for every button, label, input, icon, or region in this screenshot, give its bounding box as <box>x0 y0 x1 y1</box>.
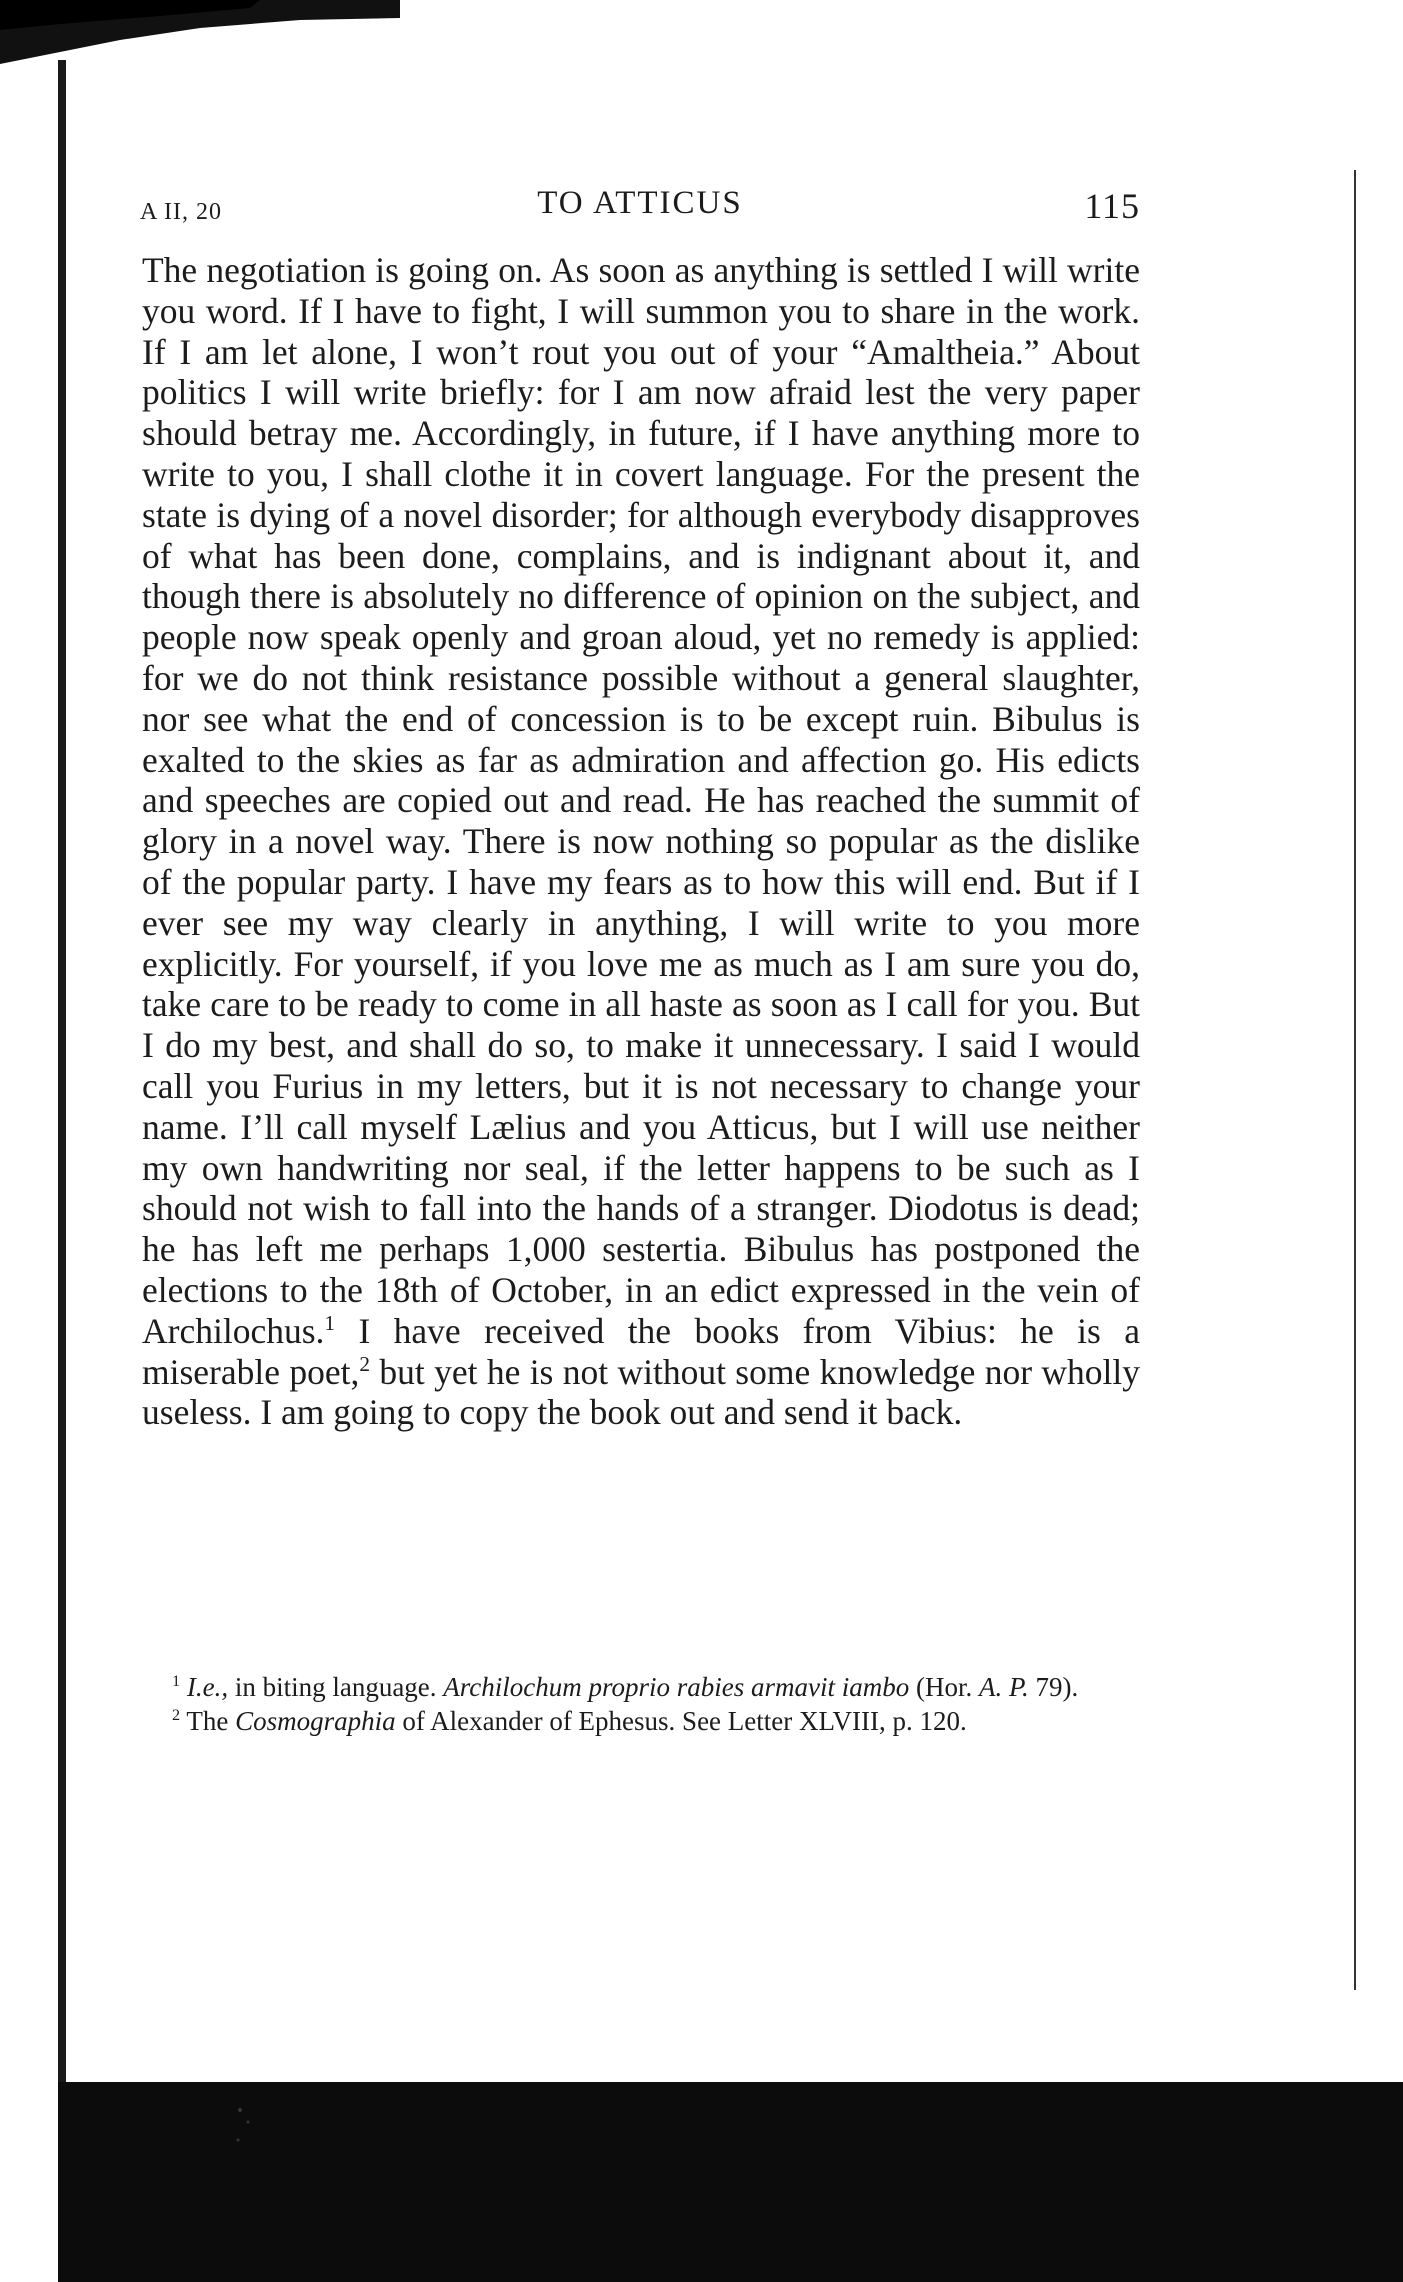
page-number: 115 <box>1084 186 1140 226</box>
body-text-part3: but yet he is not without some knowledge nor wholly useless. I am going to copy the book out and send it back. <box>142 1351 1140 1433</box>
body-text-part2: I have received the books from Vibius: he is a miserable poet, <box>142 1310 1140 1392</box>
footnote-quote: Archilochum proprio rabies armavit iambo <box>443 1672 910 1702</box>
footnote-2 <box>142 1706 1140 1736</box>
scan-left-edge <box>58 60 66 2090</box>
running-head <box>140 185 1140 235</box>
body-text-part1: The negotiation is going on. As soon as anything is settled I will write you word. If I have to fight, I will summon you to share in the work. If I am let alone, I won’t rout you out of your “Amaltheia.” About politics I will write briefly: for I am now afraid lest the very paper should betray me. Accordingly, in future, if I have anything more to write to you, I shall clothe it in covert language. For the present the state is dying of a novel disorder; for although everybody disapproves of what has been done, complains, and is indignant about it, and though there is absolutely no difference of opinion on the subject, and people now speak openly and groan aloud, yet no remedy is applied: for we do not think resistance possible without a general slaughter, nor see what the end of concession is to be except ruin. Bibulus is exalted to the skies as far as admiration and affection go. His edicts and speeches are copied out and read. He has reached the summit of glory in a novel way. There is now nothing so popular as the dislike of the popular party. I have my fears as to how this will end. But if I ever see my way clearly in anything, I will write to you more explicitly. For yourself, if you love me as much as I am sure you do, take care to be ready to come in all haste as soon as I call for you. But I do my best, and shall do so, to make it unnecessary. I said I would call you Furius in my letters, but it is not necessary to change your name. I’ll call myself Lælius and you Atticus, but I will use neither my own handwriting nor seal, if the letter happens to be such as I should not wish to fall into the hands of a stranger. Diodotus is dead; he has left me perhaps 1,000 sestertia. Bibulus has postponed the elections to the 18th of October, in an edict expressed in the vein of Archilochus. <box>142 250 1140 1351</box>
footnotes <box>142 1672 1140 1740</box>
footnote-italic: I.e., <box>186 1672 229 1702</box>
body-paragraph <box>142 250 1140 1433</box>
footnote-text: in biting language. <box>228 1672 444 1702</box>
footnote-text: of Alexander of Ephesus. See Letter XLVIII, p. 120. <box>395 1706 967 1736</box>
footnote-citation: A. P. <box>979 1672 1029 1702</box>
scan-right-edge <box>1354 170 1356 1990</box>
section-reference: A II, 20 <box>140 199 222 225</box>
footnote-ref-2: 2 <box>359 1351 371 1376</box>
letter-body <box>142 250 1140 1433</box>
scan-speck <box>230 2100 270 2160</box>
footnote-text: The <box>180 1706 236 1736</box>
page-title: TO ATTICUS <box>537 185 743 221</box>
footnote-marker: 1 <box>172 1672 181 1690</box>
footnote-text: 79). <box>1028 1672 1079 1702</box>
footnote-ref-1: 1 <box>324 1310 336 1335</box>
footnote-text: (Hor. <box>909 1672 980 1702</box>
footnote-title: Cosmographia <box>235 1706 396 1736</box>
footnote-marker: 2 <box>172 1706 181 1724</box>
footnote-1 <box>142 1672 1140 1702</box>
